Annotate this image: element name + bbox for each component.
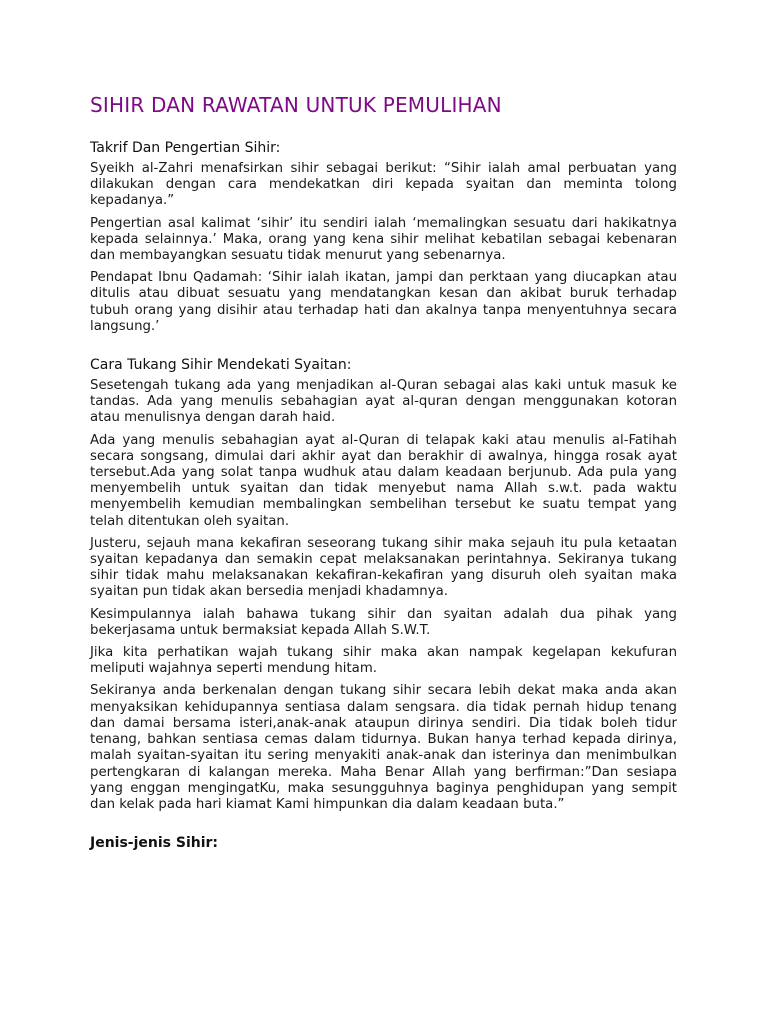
paragraph: Justeru, sejauh mana kekafiran seseorang tukang sihir maka sejauh itu pula ketaatan syaitan kepadanya dan semakin cepat melaksanakan perintahnya. Sekiranya tukang sihir tidak mahu melaksanakan kekafiran-kekafiran yang disuruh oleh syaitan maka syaitan pun tidak akan bersedia menjadi khadamnya. [90, 535, 677, 600]
section-cara-tukang-sihir [90, 356, 677, 813]
paragraph: Ada yang menulis sebahagian ayat al-Quran di telapak kaki atau menulis al-Fatihah secara songsang, dimulai dari akhir ayat dan berakhir di awalnya, hingga rosak ayat tersebut.Ada yang solat tanpa wudhuk atau dalam keadaan berjunub. Ada pula yang menyembelih untuk syaitan dan tidak menyebut nama Allah s.w.t. pada waktu menyembelih kemudian membalingkan sembelihan tersebut ke suatu tempat yang telah ditentukan oleh syaitan. [90, 432, 677, 529]
section-jenis-sihir [90, 834, 677, 852]
paragraph: Kesimpulannya ialah bahawa tukang sihir dan syaitan adalah dua pihak yang bekerjasama untuk bermaksiat kepada Allah S.W.T. [90, 606, 677, 638]
document-title: SIHIR DAN RAWATAN UNTUK PEMULIHAN [90, 93, 502, 117]
section-heading: Jenis-jenis Sihir: [90, 835, 219, 852]
paragraph: Syeikh al-Zahri menafsirkan sihir sebagai berikut: “Sihir ialah amal perbuatan yang dilakukan dengan cara mendekatkan diri kepada syaitan dan meminta tolong kepadanya.” [90, 161, 677, 209]
section-heading: Takrif Dan Pengertian Sihir: [90, 140, 281, 156]
paragraph: Sesetengah tukang ada yang menjadikan al-Quran sebagai alas kaki untuk masuk ke tandas. Ada yang menulis sebahagian ayat al-quran dengan menggunakan kotoran atau menulisnya dengan darah haid. [90, 378, 677, 426]
document-body [90, 139, 677, 852]
paragraph: Pendapat Ibnu Qadamah: ‘Sihir ialah ikatan, jampi dan perktaan yang diucapkan atau ditulis atau dibuat sesuatu yang mendatangkan kesan dan akibat buruk terhadap tubuh orang yang disihir atau terhadap hati dan akalnya tanpa menyentuhnya secara langsung.’ [90, 270, 677, 334]
paragraph: Pengertian asal kalimat ‘sihir’ itu sendiri ialah ‘memalingkan sesuatu dari hakikatnya kepada selainnya.’ Maka, orang yang kena sihir melihat kebatilan sebagai kebenaran dan membayangkan sesuatu tidak menurut yang sebenarnya. [90, 215, 677, 264]
paragraph: Jika kita perhatikan wajah tukang sihir maka akan nampak kegelapan kekufuran meliputi wajahnya seperti mendung hitam. [90, 645, 677, 677]
section-heading: Cara Tukang Sihir Mendekati Syaitan: [90, 357, 352, 374]
section-takrif [90, 139, 677, 335]
paragraph: Sekiranya anda berkenalan dengan tukang sihir secara lebih dekat maka anda akan menyaksikan kehidupannya sentiasa dalam sengsara. dia tidak pernah hidup tenang dan damai bersama isteri,anak-anak ataupun dirinya sendiri. Dia tidak boleh tidur tenang, bahkan sentiasa cemas dalam tidurnya. Bukan hanya terhad kepada dirinya, malah syaitan-syaitan itu sering menyakiti anak-anak dan isterinya dan menimbulkan pertengkaran di kalangan mereka. Maha Benar Allah yang berfirman:”Dan sesiapa yang enggan mengingatKu, maka sesungguhnya baginya penghidupan yang sempit dan kelak pada hari kiamat Kami himpunkan dia dalam keadaan buta.” [90, 683, 677, 812]
